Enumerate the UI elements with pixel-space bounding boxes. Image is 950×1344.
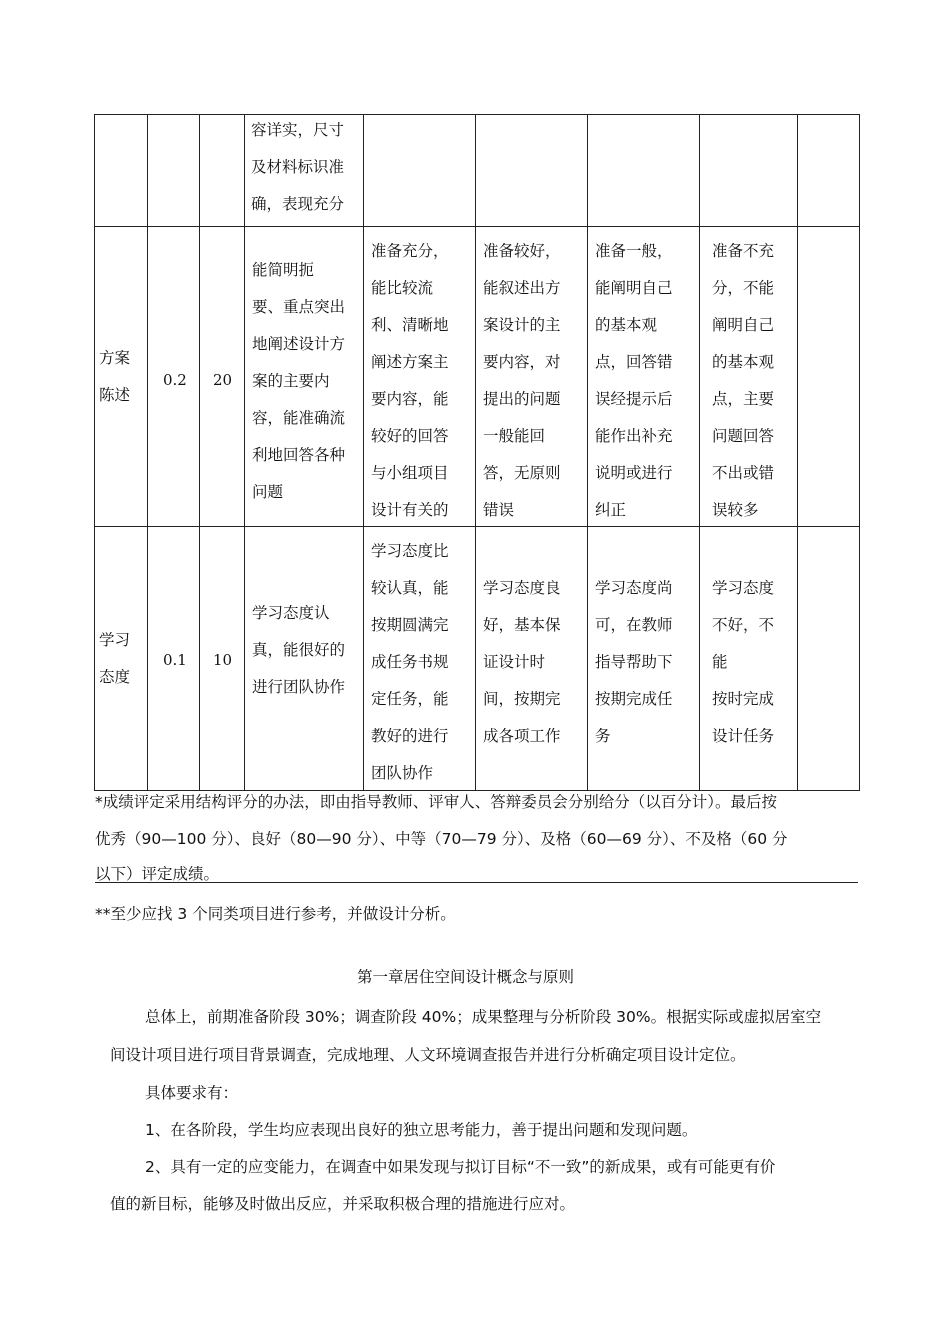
row2-item: 方案 陈述 — [99, 349, 131, 404]
row3-standard: 学习态度认 真，能很好的 进行团队协作 — [252, 604, 346, 696]
note-1-line-1: *成绩评定采用结构评分的办法，即由指导教师、评审人、答辩委员会分别给分（以百分计）。最后按 — [95, 793, 778, 811]
evaluation-table — [94, 114, 860, 791]
row2-score: 20 — [213, 371, 233, 389]
row2-poor: 准备不充 分，不能 阐明自己 的基本观 点，主要 问题回答 不出或错 误较多 — [712, 242, 775, 519]
paragraph-4-line-2: 值的新目标，能够及时做出反应，并采取积极合理的措施进行应对。 — [110, 1195, 576, 1213]
paragraph-2: 具体要求有： — [145, 1084, 239, 1102]
row3-excellent: 学习态度比 较认真，能 按期圆满完 成任务书规 定任务，能 教好的进行 团队协作 — [371, 542, 449, 782]
note-2: **至少应找 3 个同类项目进行参考，并做设计分析。 — [95, 905, 456, 923]
paragraph-1-line-1: 总体上，前期准备阶段 30%；调查阶段 40%；成果整理与分析阶段 30%。根据实际或虚拟居室空 — [145, 1008, 822, 1026]
row3-weight: 0.1 — [163, 651, 187, 669]
paragraph-1-line-2: 间设计项目进行项目背景调查，完成地理、人文环境调查报告并进行分析确定项目设计定位。 — [110, 1046, 746, 1064]
chapter-title: 第一章居住空间设计概念与原则 — [357, 968, 575, 986]
row2-excellent: 准备充分， 能比较流 利、清晰地 阐述方案主 要内容，能 较好的回答 与小组项目 设计有关的 — [371, 242, 449, 519]
row2-medium: 准备一般， 能阐明自己 的基本观 点，回答错 误经提示后 能作出补充 说明或进行 纠正 — [595, 242, 673, 519]
row3-item: 学习 态度 — [99, 631, 131, 686]
row2-good: 准备较好， 能叙述出方 案设计的主 要内容，对 提出的问题 一般能回 答，无原则 错误 — [483, 242, 561, 519]
row3-good: 学习态度良 好，基本保 证设计时 间，按期完 成各项工作 — [483, 579, 561, 745]
row3-score: 10 — [213, 651, 233, 669]
row2-weight: 0.2 — [163, 371, 187, 389]
row2-standard: 能简明扼 要、重点突出 地阐述设计方 案的主要内 容，能准确流 利地回答各种 问题 — [252, 261, 346, 501]
row3-poor: 学习态度 不好，不 能 按时完成 设计任务 — [712, 579, 775, 745]
note-1-line-3: 以下）评定成绩。 — [95, 865, 220, 883]
note-1-line-2: 优秀（90—100 分）、良好（80—90 分）、中等（70—79 分）、及格（60—69 分）、不及格（60 分 — [95, 830, 788, 848]
row3-medium: 学习态度尚 可，在教师 指导帮助下 按期完成任 务 — [595, 579, 673, 745]
row1-standard: 容详实，尺寸 及材料标识准 确，表现充分 — [251, 121, 345, 213]
paragraph-3: 1、在各阶段，学生均应表现出良好的独立思考能力，善于提出问题和发现问题。 — [145, 1121, 698, 1139]
paragraph-4-line-1: 2、具有一定的应变能力，在调查中如果发现与拟订目标“不一致”的新成果，或有可能更有价 — [145, 1158, 776, 1176]
divider — [95, 882, 858, 883]
